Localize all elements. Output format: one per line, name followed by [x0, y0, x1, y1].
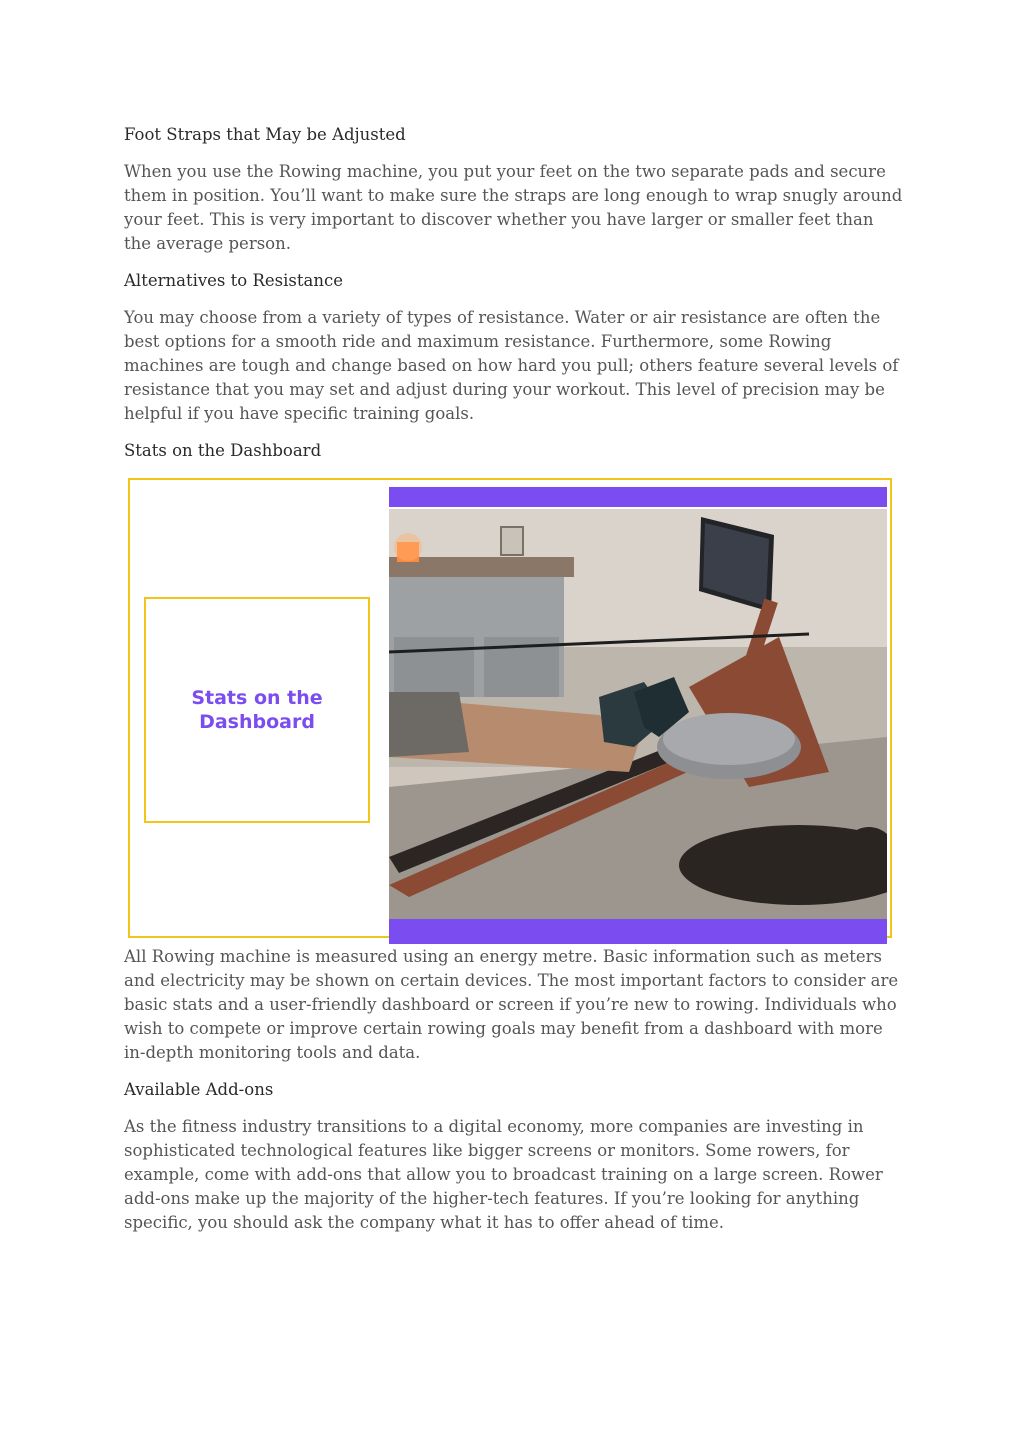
- section-body-resistance: You may choose from a variety of types of resistance. Water or air resistance are often the best options for a smooth ride and maximum resistance. Furthermore, some Rowing machines are tough and change based on how hard you pull; others feature several levels of resistance that you may set and adjust during your workout. This level of precision may be helpful if you have specific training goals.: [124, 308, 899, 423]
- section-heading-foot-straps: Foot Straps that May be Adjusted: [124, 125, 406, 144]
- rowing-machine-photo: [389, 487, 887, 944]
- section-heading-resistance: Alternatives to Resistance: [124, 271, 343, 290]
- dashboard-figure: [128, 478, 892, 938]
- section-body-dashboard: All Rowing machine is measured using an energy metre. Basic information such as meters and electricity may be shown on certain devices. The most important factors to consider are basic stats and a user-friendly dashboard or screen if you’re new to rowing. Individuals who wish to compete or improve certain rowing goals may benefit from a dashboard with more in-depth monitoring tools and data.: [124, 947, 899, 1062]
- figure-label: Stats on the Dashboard: [191, 687, 323, 733]
- section-body-foot-straps: When you use the Rowing machine, you put your feet on the two separate pads and secure them in position. You’ll want to make sure the straps are long enough to wrap snugly around your feet. This is very important to discover whether you have larger or smaller feet than the average person.: [124, 162, 903, 253]
- section-body-addons: As the fitness industry transitions to a digital economy, more companies are investing in sophisticated technological features like bigger screens or monitors. Some rowers, for example, come with add-ons that allow you to broadcast training on a large screen. Rower add-ons make up the majority of the higher-tech features. If you’re looking for anything specific, you should ask the company what it has to offer ahead of time.: [124, 1117, 883, 1232]
- figure-label-box: [144, 597, 370, 823]
- rowing-machine-illustration: [389, 487, 887, 944]
- section-heading-addons: Available Add-ons: [124, 1080, 274, 1099]
- section-heading-dashboard: Stats on the Dashboard: [124, 441, 322, 460]
